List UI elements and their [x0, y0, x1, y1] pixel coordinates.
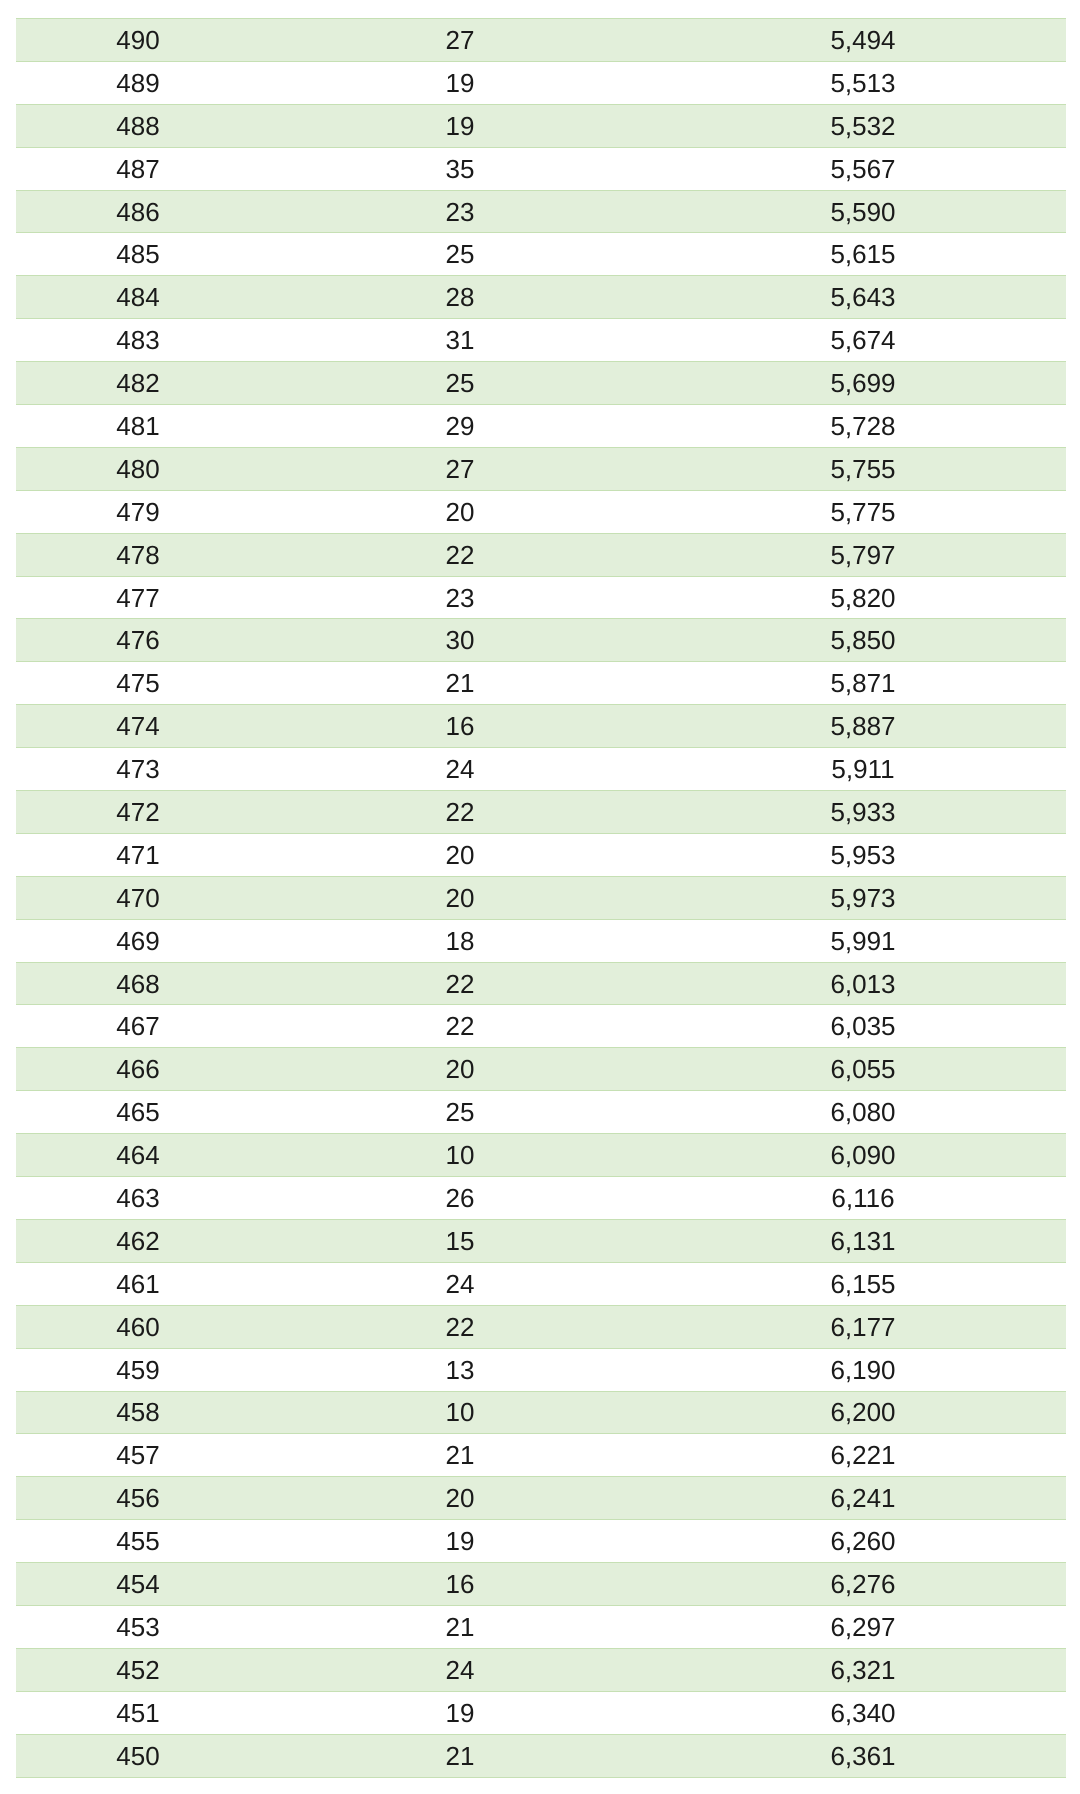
- score-cell: 472: [16, 791, 260, 834]
- cumulative-cell: 6,321: [660, 1648, 1066, 1691]
- table-row: [16, 276, 1066, 319]
- score-cell: 470: [16, 876, 260, 919]
- score-cell: 461: [16, 1262, 260, 1305]
- score-cell: 480: [16, 447, 260, 490]
- cumulative-cell: 5,755: [660, 447, 1066, 490]
- count-cell: 16: [260, 705, 660, 748]
- cumulative-cell: 6,013: [660, 962, 1066, 1005]
- score-cell: 452: [16, 1648, 260, 1691]
- table-row: [16, 233, 1066, 276]
- cumulative-cell: 5,532: [660, 104, 1066, 147]
- score-cell: 469: [16, 919, 260, 962]
- score-cell: 453: [16, 1605, 260, 1648]
- table-row: [16, 1477, 1066, 1520]
- table-row: [16, 147, 1066, 190]
- cumulative-cell: 6,276: [660, 1563, 1066, 1606]
- cumulative-cell: 6,190: [660, 1348, 1066, 1391]
- score-cell: 464: [16, 1134, 260, 1177]
- table-row: [16, 1391, 1066, 1434]
- count-cell: 20: [260, 1477, 660, 1520]
- count-cell: 24: [260, 1648, 660, 1691]
- score-table-container: [16, 18, 1066, 1778]
- cumulative-cell: 5,953: [660, 833, 1066, 876]
- count-cell: 35: [260, 147, 660, 190]
- count-cell: 20: [260, 490, 660, 533]
- cumulative-cell: 6,035: [660, 1005, 1066, 1048]
- cumulative-cell: 6,055: [660, 1048, 1066, 1091]
- score-cell: 467: [16, 1005, 260, 1048]
- score-cell: 451: [16, 1691, 260, 1734]
- cumulative-cell: 5,973: [660, 876, 1066, 919]
- score-cell: 459: [16, 1348, 260, 1391]
- cumulative-cell: 5,933: [660, 791, 1066, 834]
- count-cell: 23: [260, 576, 660, 619]
- score-cell: 462: [16, 1219, 260, 1262]
- cumulative-cell: 5,911: [660, 748, 1066, 791]
- score-cell: 450: [16, 1734, 260, 1777]
- cumulative-cell: 6,090: [660, 1134, 1066, 1177]
- cumulative-cell: 6,200: [660, 1391, 1066, 1434]
- count-cell: 22: [260, 791, 660, 834]
- count-cell: 24: [260, 1262, 660, 1305]
- table-row: [16, 1219, 1066, 1262]
- table-row: [16, 1262, 1066, 1305]
- count-cell: 19: [260, 1520, 660, 1563]
- count-cell: 24: [260, 748, 660, 791]
- count-cell: 10: [260, 1134, 660, 1177]
- cumulative-cell: 6,297: [660, 1605, 1066, 1648]
- cumulative-cell: 5,674: [660, 319, 1066, 362]
- count-cell: 21: [260, 1605, 660, 1648]
- table-row: [16, 447, 1066, 490]
- count-cell: 21: [260, 1734, 660, 1777]
- score-cell: 458: [16, 1391, 260, 1434]
- count-cell: 15: [260, 1219, 660, 1262]
- score-cell: 476: [16, 619, 260, 662]
- table-row: [16, 490, 1066, 533]
- table-row: [16, 104, 1066, 147]
- table-row: [16, 748, 1066, 791]
- score-cell: 481: [16, 405, 260, 448]
- count-cell: 16: [260, 1563, 660, 1606]
- cumulative-cell: 5,615: [660, 233, 1066, 276]
- count-cell: 30: [260, 619, 660, 662]
- score-table-body: [16, 19, 1066, 1778]
- score-cell: 466: [16, 1048, 260, 1091]
- score-cell: 489: [16, 61, 260, 104]
- score-cell: 454: [16, 1563, 260, 1606]
- cumulative-cell: 6,155: [660, 1262, 1066, 1305]
- table-row: [16, 362, 1066, 405]
- score-cell: 457: [16, 1434, 260, 1477]
- score-cell: 484: [16, 276, 260, 319]
- score-cell: 468: [16, 962, 260, 1005]
- table-row: [16, 405, 1066, 448]
- table-row: [16, 319, 1066, 362]
- cumulative-cell: 5,643: [660, 276, 1066, 319]
- cumulative-cell: 5,871: [660, 662, 1066, 705]
- score-cell: 471: [16, 833, 260, 876]
- count-cell: 23: [260, 190, 660, 233]
- cumulative-cell: 5,797: [660, 533, 1066, 576]
- cumulative-cell: 5,820: [660, 576, 1066, 619]
- score-cell: 487: [16, 147, 260, 190]
- count-cell: 25: [260, 362, 660, 405]
- cumulative-cell: 6,131: [660, 1219, 1066, 1262]
- score-cell: 486: [16, 190, 260, 233]
- table-row: [16, 705, 1066, 748]
- count-cell: 20: [260, 1048, 660, 1091]
- cumulative-cell: 6,340: [660, 1691, 1066, 1734]
- score-cell: 482: [16, 362, 260, 405]
- table-row: [16, 1563, 1066, 1606]
- count-cell: 20: [260, 876, 660, 919]
- table-row: [16, 1520, 1066, 1563]
- cumulative-cell: 6,221: [660, 1434, 1066, 1477]
- score-cell: 479: [16, 490, 260, 533]
- table-row: [16, 1048, 1066, 1091]
- table-row: [16, 576, 1066, 619]
- table-row: [16, 919, 1066, 962]
- table-row: [16, 1305, 1066, 1348]
- table-row: [16, 1648, 1066, 1691]
- cumulative-cell: 5,567: [660, 147, 1066, 190]
- count-cell: 29: [260, 405, 660, 448]
- count-cell: 22: [260, 1305, 660, 1348]
- count-cell: 19: [260, 1691, 660, 1734]
- count-cell: 21: [260, 662, 660, 705]
- table-row: [16, 19, 1066, 62]
- count-cell: 27: [260, 447, 660, 490]
- table-row: [16, 791, 1066, 834]
- count-cell: 25: [260, 1091, 660, 1134]
- score-cell: 488: [16, 104, 260, 147]
- score-cell: 463: [16, 1177, 260, 1220]
- score-cell: 465: [16, 1091, 260, 1134]
- count-cell: 19: [260, 104, 660, 147]
- cumulative-cell: 5,850: [660, 619, 1066, 662]
- table-row: [16, 1091, 1066, 1134]
- score-cell: 475: [16, 662, 260, 705]
- count-cell: 27: [260, 19, 660, 62]
- table-row: [16, 1177, 1066, 1220]
- cumulative-cell: 5,887: [660, 705, 1066, 748]
- score-cell: 490: [16, 19, 260, 62]
- table-row: [16, 833, 1066, 876]
- count-cell: 19: [260, 61, 660, 104]
- cumulative-cell: 5,699: [660, 362, 1066, 405]
- count-cell: 13: [260, 1348, 660, 1391]
- cumulative-cell: 6,361: [660, 1734, 1066, 1777]
- table-row: [16, 1134, 1066, 1177]
- score-cell: 460: [16, 1305, 260, 1348]
- table-row: [16, 1434, 1066, 1477]
- score-cell: 483: [16, 319, 260, 362]
- score-cell: 473: [16, 748, 260, 791]
- cumulative-cell: 5,991: [660, 919, 1066, 962]
- cumulative-cell: 6,241: [660, 1477, 1066, 1520]
- table-row: [16, 61, 1066, 104]
- cumulative-cell: 6,260: [660, 1520, 1066, 1563]
- table-row: [16, 190, 1066, 233]
- count-cell: 31: [260, 319, 660, 362]
- score-cell: 485: [16, 233, 260, 276]
- count-cell: 22: [260, 533, 660, 576]
- score-cell: 474: [16, 705, 260, 748]
- score-cell: 477: [16, 576, 260, 619]
- score-table: [16, 18, 1066, 1778]
- cumulative-cell: 5,590: [660, 190, 1066, 233]
- table-row: [16, 1605, 1066, 1648]
- count-cell: 22: [260, 962, 660, 1005]
- count-cell: 25: [260, 233, 660, 276]
- cumulative-cell: 5,775: [660, 490, 1066, 533]
- score-cell: 456: [16, 1477, 260, 1520]
- table-row: [16, 1348, 1066, 1391]
- count-cell: 18: [260, 919, 660, 962]
- cumulative-cell: 6,080: [660, 1091, 1066, 1134]
- table-row: [16, 619, 1066, 662]
- table-row: [16, 1005, 1066, 1048]
- table-row: [16, 876, 1066, 919]
- table-row: [16, 1734, 1066, 1777]
- cumulative-cell: 6,116: [660, 1177, 1066, 1220]
- table-row: [16, 533, 1066, 576]
- cumulative-cell: 5,728: [660, 405, 1066, 448]
- count-cell: 20: [260, 833, 660, 876]
- score-cell: 455: [16, 1520, 260, 1563]
- count-cell: 28: [260, 276, 660, 319]
- score-cell: 478: [16, 533, 260, 576]
- cumulative-cell: 5,513: [660, 61, 1066, 104]
- cumulative-cell: 6,177: [660, 1305, 1066, 1348]
- count-cell: 21: [260, 1434, 660, 1477]
- count-cell: 26: [260, 1177, 660, 1220]
- table-row: [16, 962, 1066, 1005]
- table-row: [16, 1691, 1066, 1734]
- count-cell: 10: [260, 1391, 660, 1434]
- cumulative-cell: 5,494: [660, 19, 1066, 62]
- table-row: [16, 662, 1066, 705]
- count-cell: 22: [260, 1005, 660, 1048]
